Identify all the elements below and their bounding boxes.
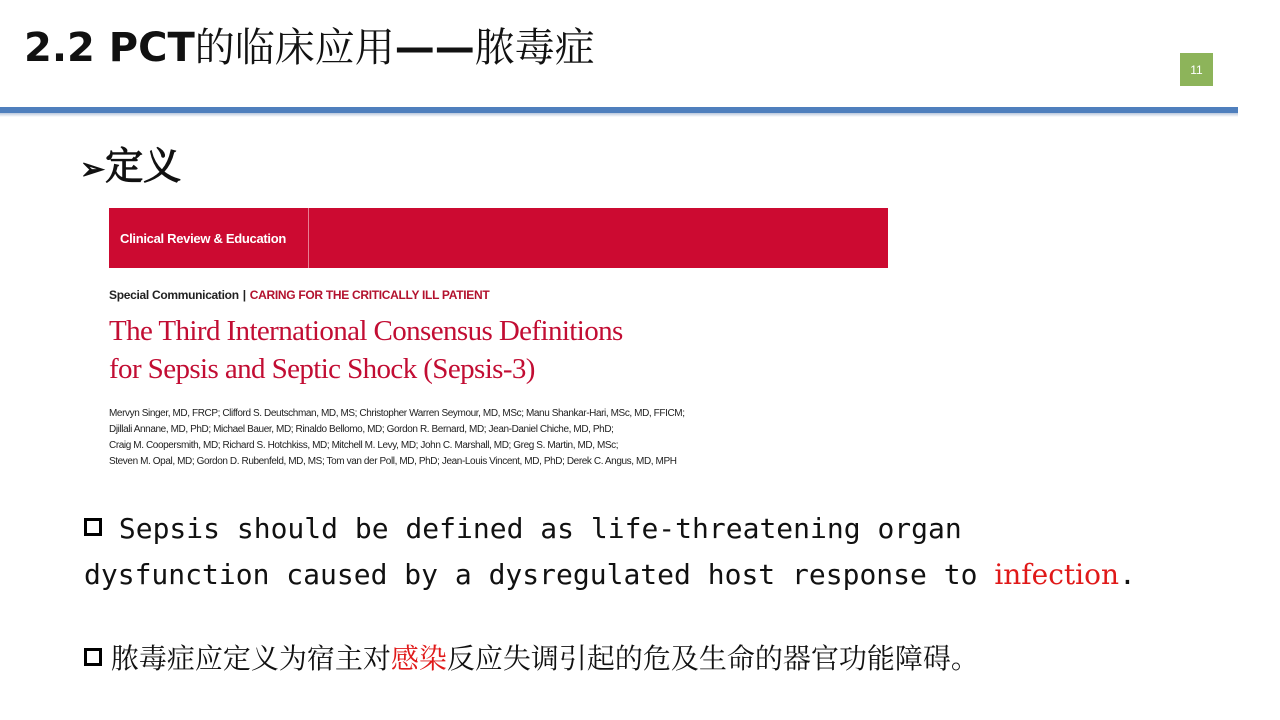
banner-label: Clinical Review & Education [109,208,309,268]
slide-title-prefix: 2.2 PCT [24,25,195,71]
definition-chinese-highlight: 感染 [390,642,447,675]
author-line: Steven M. Opal, MD; Gordon D. Rubenfeld, MD, MS; Tom van der Poll, MD, PhD; Jean-Louis Vincent, MD, PhD; Derek C. Angus, MD, MPH [109,456,677,467]
definition-english-line2 [84,552,1280,598]
slide-title-cn: 的临床应用 [194,25,395,71]
definition-english-text1: Sepsis should be defined as life-threatening organ [102,512,962,545]
definition-chinese [84,637,979,681]
definition-english-line1 [84,506,1280,552]
paper-banner [109,208,888,268]
paper-type: Special Communication [109,288,239,302]
definition-english-highlight: infection [994,558,1120,591]
title-divider-shadow [0,113,1238,117]
paper-title [109,312,623,388]
section-heading [80,140,181,196]
paper-authors [109,406,685,470]
paper-title-line2: for Sepsis and Septic Shock (Sepsis-3) [109,353,535,385]
slide-title [24,20,595,76]
paper-meta-separator: | [242,288,246,302]
arrow-bullet-icon: ➢ [80,152,106,187]
paper-series: CARING FOR THE CRITICALLY ILL PATIENT [249,288,490,302]
section-heading-text: 定义 [105,143,182,188]
slide-title-dash: —— [394,25,475,71]
author-line: Craig M. Coopersmith, MD; Richard S. Hotchkiss, MD; Mitchell M. Levy, MD; John C. Marshall, MD; Greg S. Martin, MD, MSc; [109,440,619,451]
slide-title-suffix: 脓毒症 [474,25,595,71]
definition-chinese-text-pre: 脓毒症应定义为宿主对 [102,642,391,675]
checkbox-icon [84,518,102,536]
checkbox-icon [84,648,102,666]
author-line: Djillali Annane, MD, PhD; Michael Bauer, MD; Rinaldo Bellomo, MD; Gordon R. Bernard, MD; Jean-Daniel Chiche, MD, PhD; [109,424,614,435]
paper-title-line1: The Third International Consensus Definitions [109,315,623,347]
definition-english [84,506,1280,598]
author-line: Mervyn Singer, MD, FRCP; Clifford S. Deutschman, MD, MS; Christopher Warren Seymour, MD, MSc; Manu Shankar-Hari, MSc, MD, FFICM; [109,408,685,419]
definition-chinese-text-post: 反应失调引起的危及生命的器官功能障碍。 [446,642,979,675]
page-number-badge: 11 [1180,53,1213,86]
definition-english-text2: dysfunction caused by a dysregulated host response to [84,558,995,591]
paper-meta [109,288,489,302]
definition-english-end: . [1119,558,1136,591]
